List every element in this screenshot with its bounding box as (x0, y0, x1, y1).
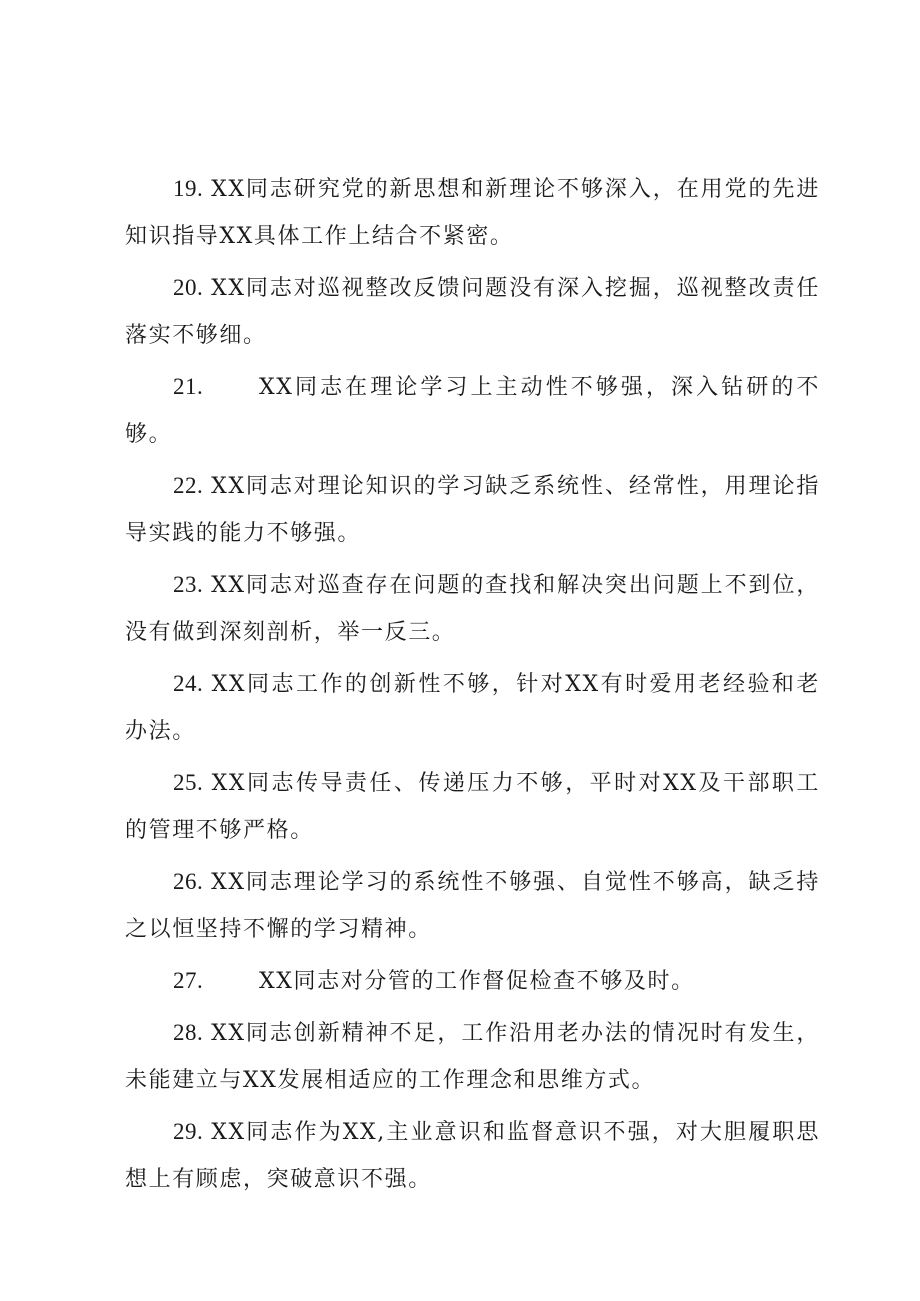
list-item (125, 660, 820, 755)
list-item (125, 1108, 820, 1203)
list-item (125, 165, 820, 260)
item-text: XX同志对巡视整改反馈问题没有深入挖掘，巡视整改责任落实不够细。 (125, 276, 820, 348)
item-number: 25. (173, 770, 204, 795)
item-text: XX同志理论学习的系统性不够强、自觉性不够高，缺乏持之以恒坚持不懈的学习精神。 (125, 870, 820, 942)
item-number: 22. (173, 473, 204, 498)
item-text: XX同志对分管的工作督促检查不够及时。 (259, 969, 695, 994)
list-item (125, 957, 820, 1005)
item-number: 27. (173, 968, 204, 993)
list-item (125, 462, 820, 557)
item-number: 24. (173, 671, 204, 696)
item-number: 26. (173, 869, 204, 894)
item-number: 20. (173, 275, 204, 300)
item-text: XX同志工作的创新性不够，针对XX有时爱用老经验和老办法。 (125, 672, 820, 744)
item-text: XX同志研究党的新思想和新理论不够深入，在用党的先进知识指导XX具体工作上结合不紧密。 (125, 177, 820, 249)
item-number: 29. (173, 1119, 204, 1144)
document-body (125, 165, 820, 1207)
item-text: XX同志作为XX,主业意识和监督意识不强，对大胆履职思想上有顾虑，突破意识不强。 (125, 1120, 820, 1192)
item-text: XX同志创新精神不足，工作沿用老办法的情况时有发生，未能建立与XX发展相适应的工作理念和思维方式。 (125, 1021, 820, 1093)
item-text: XX同志传导责任、传递压力不够，平时对XX及干部职工的管理不够严格。 (125, 771, 820, 843)
item-number: 19. (173, 176, 204, 201)
list-item (125, 264, 820, 359)
list-item (125, 561, 820, 656)
list-item (125, 858, 820, 953)
list-item (125, 1009, 820, 1104)
item-text: XX同志对理论知识的学习缺乏系统性、经常性，用理论指导实践的能力不够强。 (125, 474, 820, 546)
item-text: XX同志在理论学习上主动性不够强，深入钻研的不够。 (125, 375, 820, 447)
item-number: 28. (173, 1020, 204, 1045)
list-item (125, 759, 820, 854)
item-text: XX同志对巡查存在问题的查找和解决突出问题上不到位，没有做到深刻剖析，举一反三。 (125, 573, 820, 645)
item-number: 21. (173, 374, 204, 399)
item-number: 23. (173, 572, 204, 597)
list-item (125, 363, 820, 458)
